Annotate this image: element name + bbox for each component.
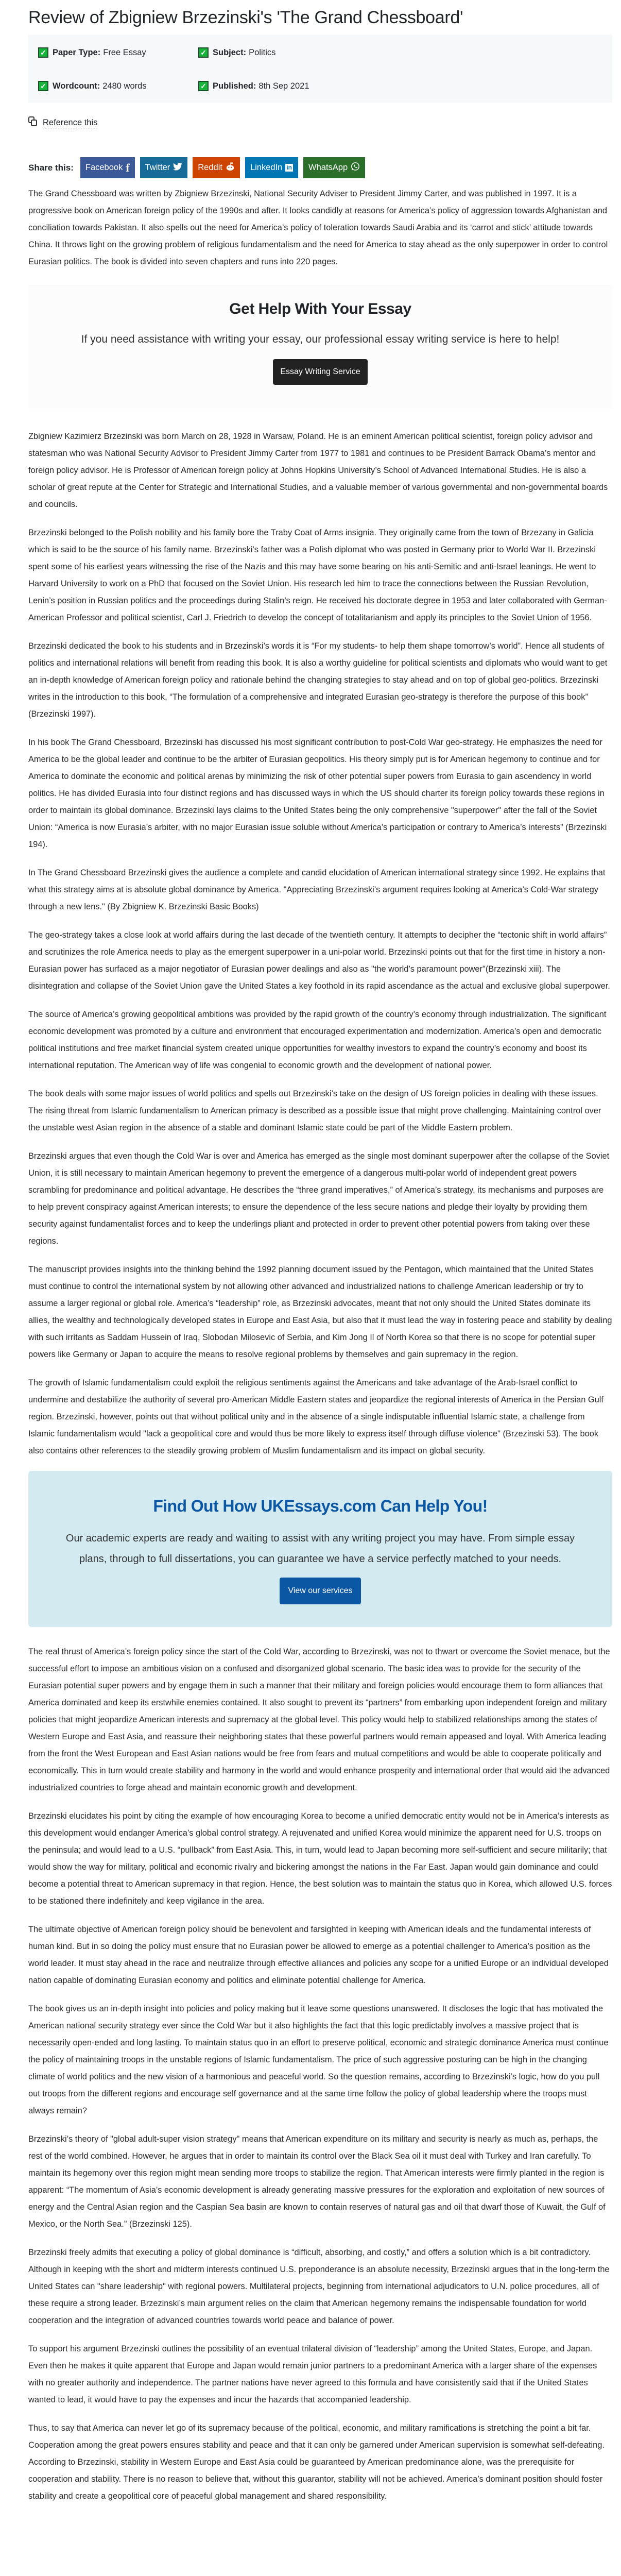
body-paragraph: The geo-strategy takes a close look at world affairs during the last decade of the twentieth century. It attempts to decipher the “tectonic shift in world affairs” and scrutinizes the role America needs to play as the emergent superpower in a uni-polar world. Brzezinski points out that for the first time in history a non- Eurasian power has surfaced as a major negotiator of Eurasian power dealings and also as "the world’s paramount power"(Brzezinski xiii). The disintegration and collapse of the Soviet Union gave the United States a key foothold in its rapid ascendance as the actual and exclusive global superpower. xyxy=(28,930,610,991)
page-title: Review of Zbigniew Brzezinski's 'The Grand Chessboard' xyxy=(28,8,463,27)
linkedin-icon: in xyxy=(286,164,292,171)
body-paragraph: The ultimate objective of American foreign policy should be benevolent and farsighted in keeping with American ideals and the fundamental interests of human kind. But in so doing the policy must ensure that no Eurasian power be allowed to emerge as a potential challenger to America’s position as the world leader. It must stay ahead in the race and neutralize through effective alliances and policies any scope for a unified Europe or an individual developed nation capable of dominating Eurasian economy and politics and eliminate potential challenge for America. xyxy=(28,1925,609,1985)
share-reddit-label: Reddit xyxy=(198,163,222,172)
essay-writing-service-button[interactable]: Essay Writing Service xyxy=(273,359,367,385)
share-label: Share this: xyxy=(28,162,74,173)
subject-value: Politics xyxy=(249,47,276,57)
share-twitter-button[interactable] xyxy=(140,157,188,178)
wordcount-value: 2480 words xyxy=(102,81,147,91)
view-services-button[interactable]: View our services xyxy=(280,1578,360,1604)
body-paragraph: The growth of Islamic fundamentalism could exploit the religious sentiments against the Americans and take advantage of the Arab-Israel conflict to undermine and destabilize the authority of several pro-American Middle Eastern states and jeopardize the regional interests of America in the Persian Gulf region. Brzezinski, however, points out that without political unity and in the absence of a single indisputable influential Islamic state, a challenge from Islamic fundamentalism would "lack a geopolitical core and would thus be more likely to express itself through diffuse violence" (Brzezinski 53). The book also contains other references to the steadily growing problem of Muslim fundamentalism and its impact on global security. xyxy=(28,1378,603,1455)
share-twitter-label: Twitter xyxy=(145,163,170,172)
essay-content xyxy=(28,185,612,2516)
body-paragraph: Brzezinski belonged to the Polish nobility and his family bore the Traby Coat of Arms insignia. They originally came from the town of Brzezany in Galicia which is said to be the source of his family name. Brzezinski’s father was a Polish diplomat who was posted in Germany prior to World War II. Brzezinski spent some of his earliest years witnessing the rise of the Nazis and this may have some bearing on his anti-Semitic and anti-Israel leanings. He went to Harvard University to work on a PhD that focused on the Soviet Union. His research led him to trace the connections between the Russian Revolution, Lenin’s position in Russian politics and the proceedings during Stalin’s reign. He received his doctorate degree in 1953 and later collaborated with German-American Professor and political scientist, Carl J. Friedrich to develop the concept of totalitarianism and apply its principles to the Soviet Union of 1956. xyxy=(28,528,607,622)
reference-this-label: Reference this xyxy=(43,118,98,127)
body-paragraph: Zbigniew Kazimierz Brzezinski was born March on 28, 1928 in Warsaw, Poland. He is an eminent American political scientist, foreign policy advisor and statesman who was National Security Advisor to President Jimmy Carter from 1977 to 1981 and continues to be President Barrack Obama’s mentor and foreign policy advisor. He is Professor of American foreign policy at Johns Hopkins University’s School of Advanced International Studies. He is also a scholar of great repute at the Center for Strategic and International Studies, and a valuable member of various governmental and non-governmental boards and councils. xyxy=(28,432,608,509)
wordcount-label: Wordcount: xyxy=(53,81,100,91)
meta-wordcount xyxy=(38,81,147,91)
find-out-box xyxy=(28,1471,612,1627)
paper-type-value: Free Essay xyxy=(103,47,146,57)
intro-paragraph: The Grand Chessboard was written by Zbigniew Brzezinski, National Security Adviser to President Jimmy Carter, and was published in 1997. It is a progressive book on American foreign policy of the 1990s and after. It looks candidly at reasons for America’s policy of aggression towards Afghanistan and conciliation towards Pakistan. It also spells out the need for America’s policy of toleration towards Saudi Arabia and its ‘carrot and stick’ attitude towards China. It throws light on the growing problem of religious fundamentalism and the need for America to stay ahead as the only superpower in order to control Eurasian politics. The book is divided into seven chapters and runs into 220 pages. xyxy=(28,189,608,266)
body-paragraph: In The Grand Chessboard Brzezinski gives the audience a complete and candid elucidation of American international strategy since 1992. He explains that what this strategy aims at is absolute global dominance by America. "Appreciating Brzezinski’s argument requires looking at America’s Cold-War strategy through a new lens." (By Zbigniew K. Brzezinski Basic Books) xyxy=(28,868,606,911)
whatsapp-icon xyxy=(351,162,360,174)
body-paragraph: Thus, to say that America can never let go of its supremacy because of the political, economic, and military ramifications is stretching the point a bit far. Cooperation among the great powers ensures stability and peace and that it can only be garnered under American supervision is somewhat self-defeating. According to Brzezinski, stability in Western Europe and East Asia could be guaranteed by American predominance alone, was the prerequisite for cooperation and stability. There is no reason to believe that, without this guarantor, stability will not be achieved. America’s dominant position should foster stability and create a geopolitical core of peaceful global management and shared responsibility. xyxy=(28,2424,605,2501)
get-help-box xyxy=(28,285,612,409)
share-facebook-label: Facebook xyxy=(85,163,123,172)
share-linkedin-label: LinkedIn xyxy=(250,163,283,172)
paper-type-label: Paper Type: xyxy=(53,47,101,57)
check-icon: ✓ xyxy=(38,47,48,58)
check-icon: ✓ xyxy=(38,81,48,91)
body-paragraph: Brzezinski’s theory of "global adult-super vision strategy" means that American expenditure on its military and security is nearly as much as, perhaps, the rest of the world combined. However, he argues that in order to maintain its control over the Black Sea oil it must deal with Turkey and Iran carefully. To maintain its hegemony over this region might mean sending more troops to stabilize the region. That American interests were firmly planted in the region is apparent: “The momentum of Asia’s economic development is already generating massive pressures for the exploration and exploitation of new sources of energy and the Central Asian region and the Caspian Sea basin are known to contain reserves of natural gas and oil that dwarf those of Kuwait, the Gulf of Mexico, or the North Sea.” (Brzezinski 125). xyxy=(28,2134,606,2229)
meta-subject xyxy=(198,47,275,58)
share-facebook-button[interactable] xyxy=(80,157,135,178)
reference-this-link[interactable] xyxy=(28,116,97,129)
body-paragraph: The manuscript provides insights into the thinking behind the 1992 planning document issued by the Pentagon, which maintained that the United States must continue to control the international system by not allowing other advanced and industrialized nations to challenge American leadership or try to assume a larger regional or global role. America’s “leadership” role, as Brzezinski advocates, meant that not only should the United States dominate its allies, the wealthy and technologically developed states in Europe and East Asia, but also that it must lead the way in fostering peace and stability by dealing with such irritants as Saddam Hussein of Iraq, Slobodan Milosevic of Serbia, and Kim Jong Il of North Korea so that there is no scope for potential super powers like Germany or Japan to acquire the means to resolve regional problems by themselves and gain supremacy in the region. xyxy=(28,1265,612,1359)
body-paragraph: Brzezinski dedicated the book to his students and in Brzezinski’s words it is “For my students- to help them shape tomorrow’s world”. Hence all students of politics and international relations will benefit from reading this book. It is also a worthy guideline for political scientists and diplomats who would want to get an in-depth knowledge of American foreign policy and rationale behind the changing strategies to stay ahead and on top of global geo-politics. Brzezinski writes in the introduction to this book, “The formulation of a comprehensive and integrated Eurasian geo-strategy is therefore the purpose of this book” (Brzezinski 1997). xyxy=(28,641,608,719)
share-linkedin-button[interactable] xyxy=(245,157,298,178)
share-bar xyxy=(28,157,370,178)
published-label: Published: xyxy=(213,81,256,91)
meta-paper-type xyxy=(38,47,146,58)
body-paragraph: The book deals with some major issues of world politics and spells out Brzezinski’s take on the design of US foreign policies in dealing with these issues. The rising threat from Islamic fundamentalism to American primacy is described as a possible issue that might prove challenging. Maintaining control over the unstable west Asian region in the absence of a stable and dominant Islamic state could be part of the Middle Eastern problem. xyxy=(28,1089,601,1132)
body-paragraph: Brzezinski argues that even though the Cold War is over and America has emerged as the single most dominant superpower after the collapse of the Soviet Union, it is still necessary to maintain American hegemony to prevent the emergence of a dangerous multi-polar world of independent great powers scrambling for predominance and political advantage. He describes the “three grand imperatives,” of America’s strategy, its mechanisms and purposes are to help prevent conspiracy against American interests; to ensure the dependence of the less secure nations and pledge their loyalty by providing them security against fundamentalist forces and to keep the underlings pliant and protected in order to prevent other potential powers from taking over these regions. xyxy=(28,1151,610,1246)
body-paragraph: The real thrust of America’s foreign policy since the start of the Cold War, according to Brzezinski, was not to thwart or overcome the Soviet menace, but the successful effort to impose an ambitious vision on a confused and disorganized global scenario. The basic idea was to provide for the security of the Eurasian potential super powers and by engage them in such a manner that their military and foreign policies would encourage them to form alliances that America dominated and keep its erstwhile enemies contained. It also sought to prevent its “partners” from embarking upon independent foreign and military policies that might jeopardize American interests and supremacy at the global level. This policy would help to stabilized relationships among the states of Western Europe and East Asia, and reassure their neighboring states that these powerful partners would remain appeased and loyal. With America leading from the front the West European and East Asian nations would be free from fears and mutual competitions and would be able to cooperate politically and economically. This in turn would create stability and harmony in the world and would enhance prosperity and international order that would aid the advanced industrialized countries to forge ahead and maintain economic growth and development. xyxy=(28,1647,610,1792)
find-out-text: Our academic experts are ready and waiting to assist with any writing project you may have. From simple essay plans, through to full dissertations, you can guarantee we have a service perfectly matched to your needs. xyxy=(65,1533,575,1565)
paragraphs-a xyxy=(28,428,612,1460)
published-value: 8th Sep 2021 xyxy=(258,81,309,91)
facebook-icon: f xyxy=(126,161,130,174)
subject-label: Subject: xyxy=(213,47,247,57)
body-paragraph: The book gives us an in-depth insight into policies and policy making but it leave some questions unanswered. It discloses the logic that has motivated the American national security strategy ever since the Cold War but it also highlights the fact that this logic predictably involves a massive project that is necessarily open-ended and long lasting. To maintain status quo in an effort to preserve political, economic and strategic dominance America must continue the policy of maintaining troops in the unstable regions of Islamic fundamentalism. The price of such aggressive posturing can be high in the changing climate of world politics and the new vision of a harmonious and peaceful world. So the question remains, according to Brzezinski’s logic, how do you pull out troops from the different regions and encourage self governance and at the same time follow the policy of global leadership where the troops must always remain? xyxy=(28,2004,609,2115)
body-paragraph: Brzezinski freely admits that executing a policy of global dominance is “difficult, absorbing, and costly,” and offers a solution which is a bit contradictory. Although in keeping with the short and midterm interests continued U.S. preponderance is an absolute necessity, Brzezinski argues that in the long-term the United States can "share leadership" with regional powers. Multilateral projects, beginning from international adjudicators to U.N. police procedures, all of these require a strong leader. Brzezinski’s main argument relies on the claim that American hegemony remains the indispensable foundation for world cooperation and the integration of advanced countries towards world peace and balance of power. xyxy=(28,2248,610,2325)
reddit-icon xyxy=(226,162,235,174)
body-paragraph: In his book The Grand Chessboard, Brzezinski has discussed his most significant contribution to post-Cold War geo-strategy. He emphasizes the need for America to be the global leader and continue to be the arbiter of Eurasian geopolitics. His theory simply put is for American hegemony to continue and for America to dominate the economic and political arenas by minimizing the risk of other potential super powers from Eurasia to gain ascendency in world politics. He has divided Eurasia into four distinct regions and has discussed ways in which the US should charter its foreign policy towards these regions in order to maintain its global dominance. Brzezinski lays claims to the United States being the only comprehensive "superpower" after the fall of the Soviet Union: “America is now Eurasia’s arbiter, with no major Eurasian issue soluble without America’s participation or contrary to America’s interests” (Brzezinski 194). xyxy=(28,738,607,849)
twitter-icon xyxy=(173,163,182,173)
share-reddit-button[interactable] xyxy=(193,157,240,178)
copy-icon xyxy=(28,116,38,129)
check-icon: ✓ xyxy=(198,47,209,58)
body-paragraph: To support his argument Brzezinski outlines the possibility of an eventual trilateral division of “leadership” among the United States, Europe, and Japan. Even then he makes it quite apparent that Europe and Japan would remain junior partners to a predominant America with a larger share of the expenses with no greater authority and independence. The partner nations have never agreed to this formula and have consistently said that if the United States wanted to lead, it would have to pay the expenses and incur the hazards that accompanied leadership. xyxy=(28,2344,597,2404)
body-paragraph: Brzezinski elucidates his point by citing the example of how encouraging Korea to become a unified democratic entity would not be in America’s interests as this development would endanger America’s global control strategy. A rejuvenated and unified Korea would minimize the apparent need for U.S. troops on the peninsula; and would lead to a U.S. “pullback” from East Asia. This, in turn, would lead to Japan becoming more self-sufficient and secure militarily; that would show the way for military, political and economic rivalry and bickering amongst the nations in the Far East. Japan would gain dominance and could become a potential threat to American supremacy in that region. Hence, the best solution was to maintain the status quo in Korea, which allowed U.S. forces to be stationed there indefinitely and keep vigilance in the area. xyxy=(28,1811,612,1906)
body-paragraph: The source of America’s growing geopolitical ambitions was provided by the rapid growth of the country’s economy through industrialization. The significant economic development was promoted by a culture and environment that encouraged experimentation and modernization. America’s open and democratic political institutions and free market financial system created unique opportunities for wealthy investors to expand the country’s economy and boost its international reputation. The American way of life was congenial to economic growth and the development of national power. xyxy=(28,1010,607,1070)
get-help-title: Get Help With Your Essay xyxy=(229,300,411,317)
find-out-title: Find Out How UKEssays.com Can Help You! xyxy=(153,1497,488,1515)
check-icon: ✓ xyxy=(198,81,209,91)
article xyxy=(28,0,612,2501)
get-help-text: If you need assistance with writing your essay, our professional essay writing service is here to help! xyxy=(81,333,560,345)
share-whatsapp-button[interactable] xyxy=(303,157,365,178)
essay-info-box xyxy=(28,35,612,103)
paragraphs-b xyxy=(28,1643,612,2505)
share-whatsapp-label: WhatsApp xyxy=(308,163,348,172)
meta-published xyxy=(198,81,309,91)
